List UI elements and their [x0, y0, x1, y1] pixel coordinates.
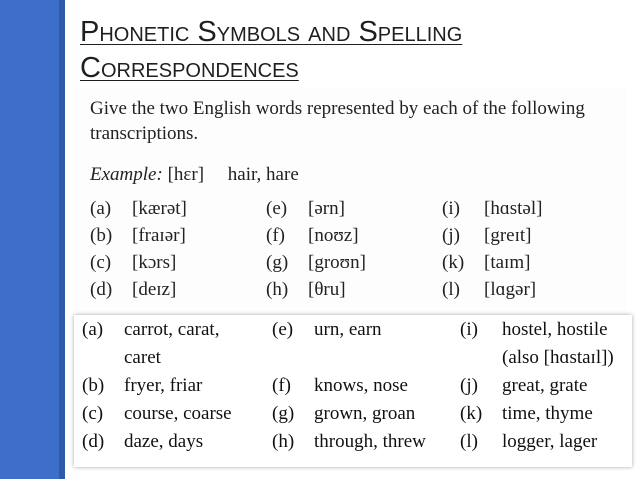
- transcription-item: (k) [taɪm]: [442, 252, 531, 273]
- transcription-item: (i) [hɑstəl]: [442, 198, 543, 219]
- example-answer: hair, hare: [227, 164, 299, 185]
- transcription-item: (e) [ərn]: [266, 198, 345, 219]
- transcription-item: (d) [deɪz]: [90, 279, 177, 300]
- transcription-item: (f) [noʊz]: [266, 225, 359, 246]
- example-label: Example:: [90, 164, 163, 185]
- transcription-item: (g) [groʊn]: [266, 252, 366, 273]
- accent-sidebar: [0, 0, 65, 479]
- answer-item: (h) through, threw: [272, 431, 426, 452]
- exercise-prompt: Give the two English words represented by each of the following transcriptions.: [90, 98, 585, 144]
- transcription-item: (j) [greɪt]: [442, 225, 532, 246]
- transcription-item: (b) [fraɪər]: [90, 225, 186, 246]
- example-transcription: [hɛr]: [167, 164, 205, 185]
- transcription-item: (c) [kɔrs]: [90, 252, 177, 273]
- answer-continuation: (also [hɑstaɪl]): [502, 347, 614, 368]
- answer-continuation: caret: [124, 347, 161, 368]
- answer-item: (k) time, thyme: [460, 403, 593, 424]
- answer-item: (e) urn, earn: [272, 319, 382, 340]
- answer-item: (a) carrot, carat,: [82, 319, 220, 340]
- sidebar-shade: [59, 0, 65, 479]
- answer-key-panel: [74, 315, 632, 467]
- example-line: [90, 164, 299, 186]
- answer-item: (d) daze, days: [82, 431, 204, 452]
- answer-item: (j) great, grate: [460, 375, 588, 396]
- answer-item: (c) course, coarse: [82, 403, 232, 424]
- transcription-item: (h) [θru]: [266, 279, 346, 300]
- exercise-scan: [74, 88, 626, 316]
- answer-item: (i) hostel, hostile: [460, 319, 608, 340]
- answer-item: (l) logger, lager: [460, 431, 598, 452]
- answer-item: (f) knows, nose: [272, 375, 408, 396]
- slide-title: Phonetic Symbols and Spelling Correspondences: [80, 16, 463, 84]
- answer-item: (b) fryer, friar: [82, 375, 203, 396]
- transcription-item: (l) [lɑgər]: [442, 279, 537, 300]
- answer-item: (g) grown, groan: [272, 403, 416, 424]
- transcription-item: (a) [kærət]: [90, 198, 187, 219]
